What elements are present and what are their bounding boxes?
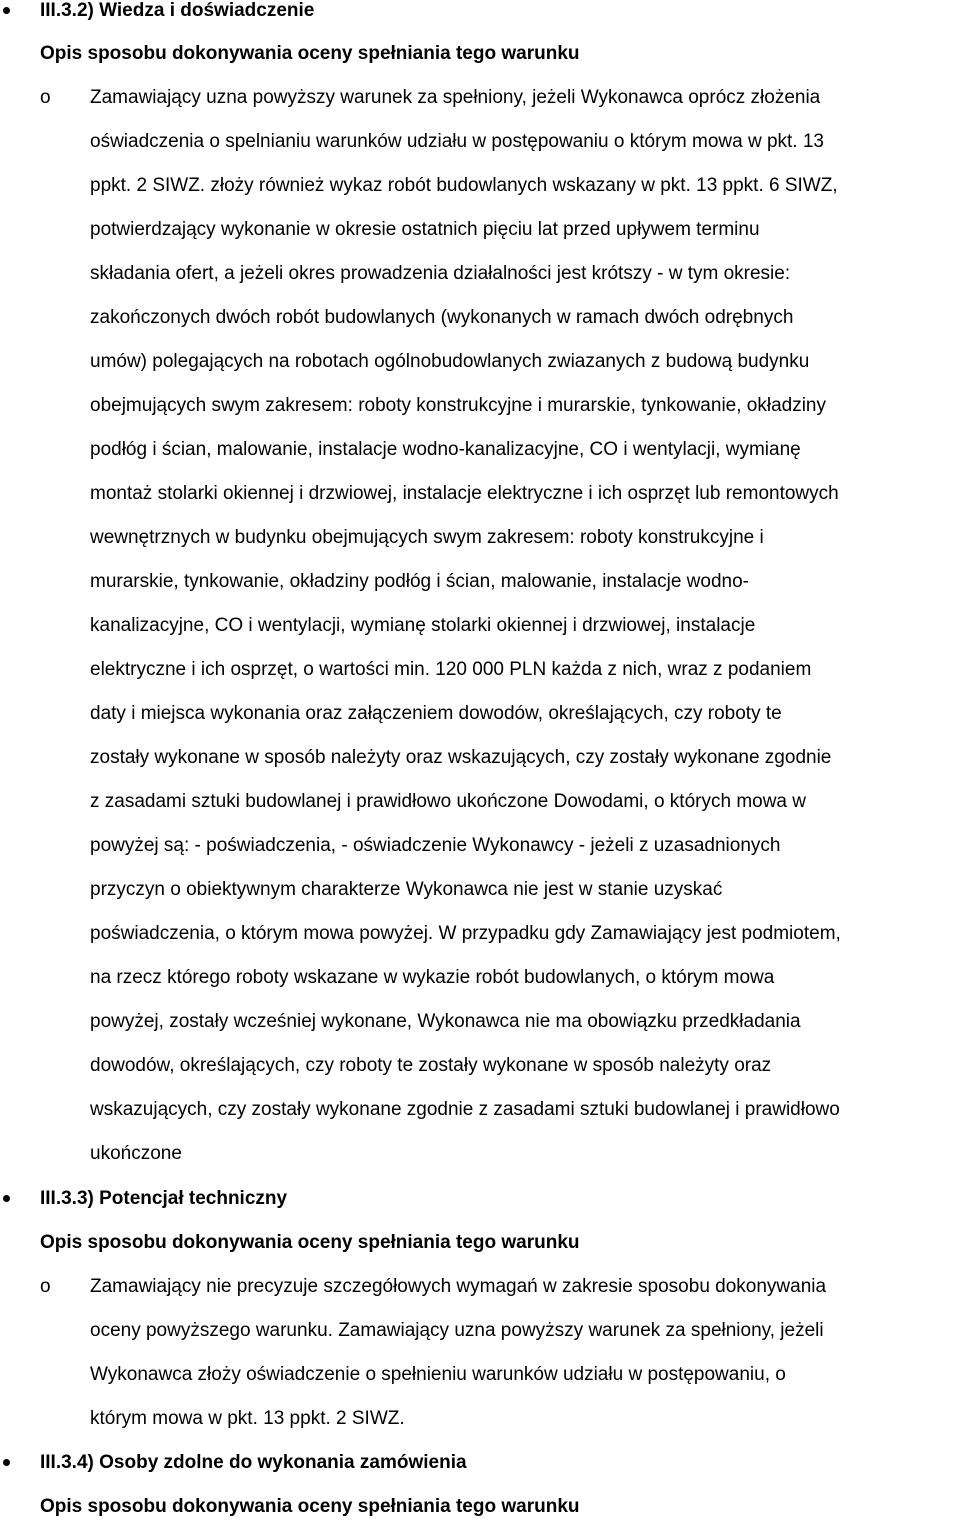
text-line: daty i miejsca wykonania oraz załączeniem dowodów, określających, czy roboty te: [90, 703, 782, 724]
text-line: umów) polegających na robotach ogólnobudowlanych zwiazanych z budową budynku: [90, 351, 810, 372]
text-line: zakończonych dwóch robót budowlanych (wykonanych w ramach dwóch odrębnych: [90, 307, 794, 328]
section-heading-potencjal: III.3.3) Potencjał techniczny: [40, 1188, 288, 1209]
text-line: ukończone: [90, 1143, 182, 1164]
section-subheading-osoby: Opis sposobu dokonywania oceny spełniania tego warunku: [40, 1496, 580, 1517]
text-line: montaż stolarki okiennej i drzwiowej, instalacje elektryczne i ich osprzęt lub remontowych: [90, 483, 839, 504]
section-subheading-potencjal: Opis sposobu dokonywania oceny spełniania tego warunku: [40, 1232, 580, 1253]
list-marker-icon: o: [40, 87, 51, 108]
text-line: przyczyn o obiektywnym charakterze Wykonawca nie jest w stanie uzyskać: [90, 879, 723, 900]
text-line: powyżej, zostały wcześniej wykonane, Wykonawca nie ma obowiązku przedkładania: [90, 1011, 801, 1032]
text-line: powyżej są: - poświadczenia, - oświadczenie Wykonawcy - jeżeli z uzasadnionych: [90, 835, 781, 856]
text-line: Zamawiający nie precyzuje szczegółowych wymagań w zakresie sposobu dokonywania: [90, 1276, 827, 1297]
list-marker-icon: o: [40, 1276, 51, 1297]
paragraph-wiedza: [90, 76, 956, 1176]
text-line: Zamawiający uzna powyższy warunek za spełniony, jeżeli Wykonawca oprócz złożenia: [90, 87, 821, 108]
bullet-icon: [3, 1459, 10, 1466]
section-heading-wiedza: III.3.2) Wiedza i doświadczenie: [40, 0, 315, 21]
paragraph-potencjal: [90, 1265, 956, 1441]
text-line: potwierdzający wykonanie w okresie ostatnich pięciu lat przed upływem terminu: [90, 219, 760, 240]
text-line: na rzecz którego roboty wskazane w wykazie robót budowlanych, o którym mowa: [90, 967, 775, 988]
text-line: Wykonawca złoży oświadczenie o spełnieniu warunków udziału w postępowaniu, o: [90, 1364, 786, 1385]
text-line: poświadczenia, o którym mowa powyżej. W przypadku gdy Zamawiający jest podmiotem,: [90, 923, 841, 944]
text-line: murarskie, tynkowanie, okładziny podłóg i ścian, malowanie, instalacje wodno-: [90, 571, 749, 592]
text-line: składania ofert, a jeżeli okres prowadzenia działalności jest krótszy - w tym okresie:: [90, 263, 791, 284]
section-subheading-wiedza: Opis sposobu dokonywania oceny spełniania tego warunku: [40, 43, 580, 64]
text-line: oświadczenia o spelnianiu warunków udziału w postępowaniu o którym mowa w pkt. 13: [90, 131, 824, 152]
text-line: dowodów, określających, czy roboty te zostały wykonane w sposób należyty oraz: [90, 1055, 772, 1076]
text-line: wskazujących, czy zostały wykonane zgodnie z zasadami sztuki budowlanej i prawidłowo: [90, 1099, 840, 1120]
bullet-icon: [3, 1195, 10, 1202]
text-line: wewnętrznych w budynku obejmujących swym zakresem: roboty konstrukcyjne i: [90, 527, 764, 548]
text-line: kanalizacyjne, CO i wentylacji, wymianę stolarki okiennej i drzwiowej, instalacje: [90, 615, 756, 636]
text-line: obejmujących swym zakresem: roboty konstrukcyjne i murarskie, tynkowanie, okładziny: [90, 395, 826, 416]
text-line: zostały wykonane w sposób należyty oraz wskazujących, czy zostały wykonane zgodnie: [90, 747, 832, 768]
text-line: z zasadami sztuki budowlanej i prawidłowo ukończone Dowodami, o których mowa w: [90, 791, 806, 812]
text-line: elektryczne i ich osprzęt, o wartości min. 120 000 PLN każda z nich, wraz z podaniem: [90, 659, 812, 680]
bullet-icon: [3, 7, 10, 14]
text-line: którym mowa w pkt. 13 ppkt. 2 SIWZ.: [90, 1408, 405, 1429]
section-heading-osoby: III.3.4) Osoby zdolne do wykonania zamówienia: [40, 1452, 467, 1473]
text-line: ppkt. 2 SIWZ. złoży również wykaz robót budowlanych wskazany w pkt. 13 ppkt. 6 SIWZ,: [90, 175, 838, 196]
text-line: podłóg i ścian, malowanie, instalacje wodno-kanalizacyjne, CO i wentylacji, wymianę: [90, 439, 801, 460]
text-line: oceny powyższego warunku. Zamawiający uzna powyższy warunek za spełniony, jeżeli: [90, 1320, 824, 1341]
